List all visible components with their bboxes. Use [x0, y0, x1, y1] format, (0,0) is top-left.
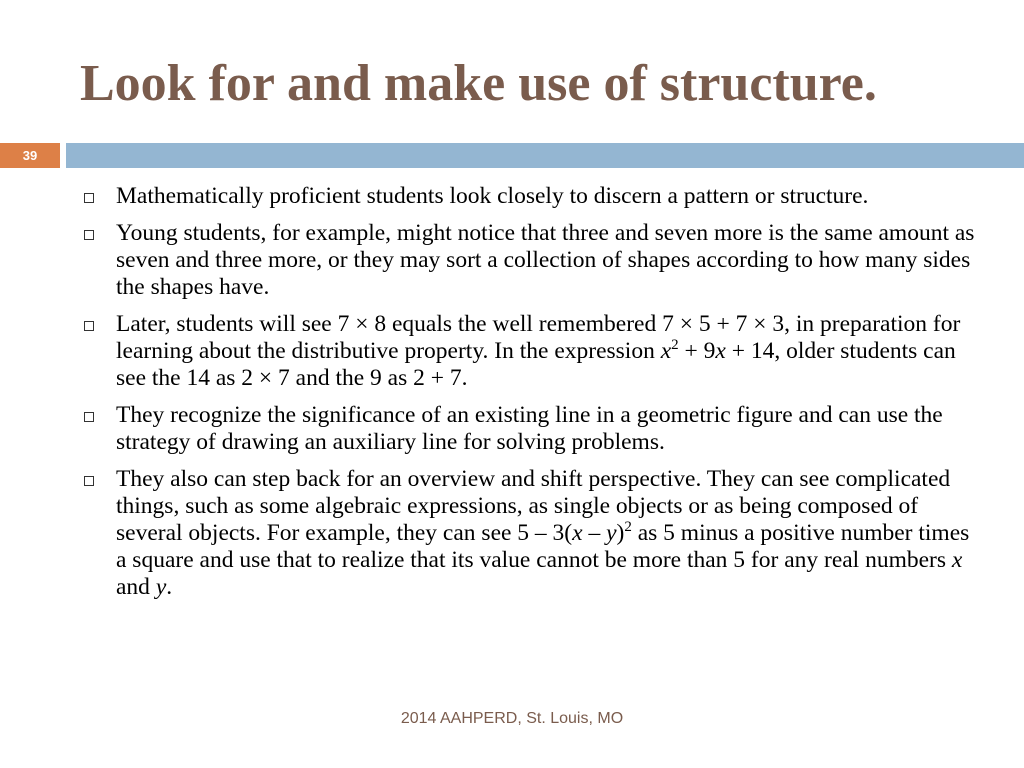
text-run: They also can step back for an overview and shift perspective. They can see complicated things, such as some algebraic expressions, as single objects or as being composed of several objects. For example, they can see 5 – 3(: [116, 466, 951, 546]
hollow-square-icon: [84, 321, 94, 331]
math-variable: x: [660, 338, 672, 364]
text-run: Mathematically proficient students look closely to discern a pattern or structure.: [116, 183, 869, 209]
math-variable: y: [155, 574, 167, 600]
bullet-text: [116, 466, 969, 600]
text-run: –: [582, 520, 607, 546]
slide-number: 39: [0, 143, 60, 168]
bullet-item: [82, 183, 982, 210]
hollow-square-icon: [84, 230, 94, 240]
hollow-square-icon: [84, 476, 94, 486]
text-run: + 9: [678, 338, 716, 364]
superscript: 2: [671, 337, 679, 353]
slide-footer: 2014 AAHPERD, St. Louis, MO: [400, 710, 624, 727]
bullet-text: [116, 183, 868, 209]
bullet-item: [82, 402, 982, 456]
hollow-square-icon: [84, 193, 94, 203]
bullet-item: [82, 220, 982, 301]
math-variable: y: [606, 520, 617, 546]
hollow-square-icon: [84, 412, 94, 422]
superscript: 2: [624, 519, 632, 535]
math-variable: x: [715, 338, 726, 364]
bullet-text: [116, 311, 960, 391]
text-run: Young students, for example, might notice that three and seven more is the same amount as seven and three more, or they may sort a collection of shapes according to how many sides the shapes have.: [116, 220, 975, 300]
text-run: They recognize the significance of an existing line in a geometric figure and can use the strategy of drawing an auxiliary line for solving problems.: [116, 402, 943, 455]
text-run: as 5 minus a positive number times a square and use that to realize that its value cannot be more than 5 for any real numbers: [116, 520, 970, 573]
bullet-item: [82, 311, 982, 392]
header-bar: [66, 143, 1024, 168]
bullet-text: [116, 220, 974, 300]
math-variable: x: [951, 547, 963, 573]
bullet-item: [82, 466, 982, 601]
bullet-text: [116, 402, 943, 455]
text-run: ): [616, 520, 625, 546]
slide-title: Look for and make use of structure.: [80, 55, 877, 112]
bullet-list: [82, 183, 982, 611]
text-run: and: [116, 574, 156, 600]
text-run: .: [166, 574, 173, 600]
text-run: Later, students will see 7 × 8 equals the well remembered 7 × 5 + 7 × 3, in preparation for learning about the distributive property. In the expression: [116, 311, 961, 364]
text-run: + 14, older students can see the 14 as 2 × 7 and the 9 as 2 + 7.: [116, 338, 956, 391]
math-variable: x: [572, 520, 583, 546]
